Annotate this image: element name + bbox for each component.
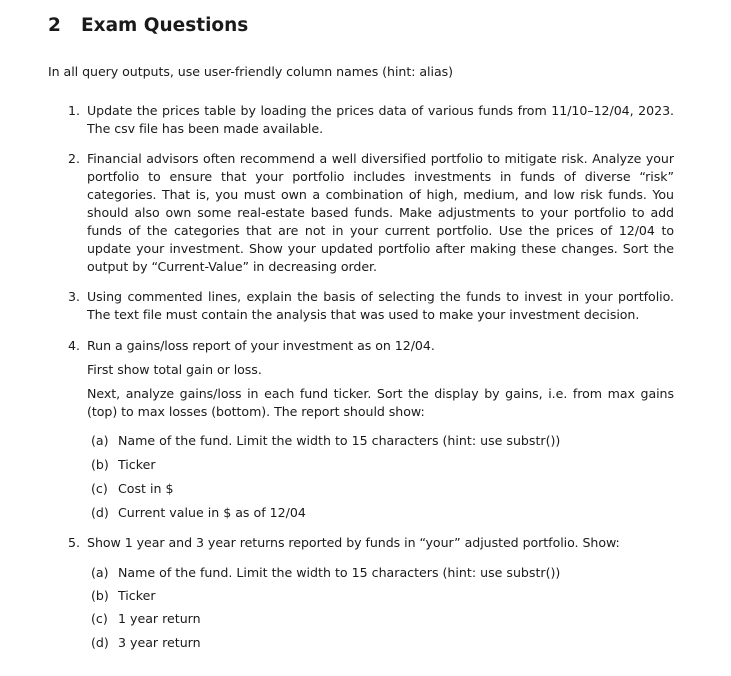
question-4-paragraph-2: Next, analyze gains/loss in each fund ticker. Sort the display by gains, i.e. from max gains (top) to max losses (bottom). The report should show: [87,386,674,419]
item-text: Name of the fund. Limit the width to 15 characters (hint: use substr()) [118,565,561,580]
item-label: (a) [91,565,109,580]
question-5 [68,534,674,552]
intro-text: In all query outputs, use user-friendly column names (hint: alias) [48,64,453,79]
item-label: (a) [91,433,109,448]
item-text: Ticker [118,457,156,472]
item-text: Ticker [118,588,156,603]
question-number: 4. [68,338,81,353]
item-text: Current value in $ as of 12/04 [118,505,306,520]
list-item [91,634,201,652]
item-label: (c) [91,611,108,626]
list-item [91,456,156,474]
question-1 [68,102,674,138]
list-item [91,587,156,605]
list-item [91,564,560,582]
list-item [91,480,174,498]
question-text: Update the prices table by loading the prices data of various funds from 11/10–12/04, 2023. The csv file has been made available. [87,103,674,136]
list-item [91,504,306,522]
item-label: (d) [91,635,109,650]
section-number: 2 [48,15,61,36]
question-4 [68,337,674,355]
question-text: Run a gains/loss report of your investment as on 12/04. [87,338,435,353]
item-text: Name of the fund. Limit the width to 15 characters (hint: use substr()) [118,433,561,448]
question-number: 5. [68,535,81,550]
question-2 [68,150,674,276]
question-number: 2. [68,151,81,166]
question-text: Financial advisors often recommend a well diversified portfolio to mitigate risk. Analyze your portfolio to ensure that your portfolio includes investments in funds of diverse “risk” categories. That is, you must own a combination of high, medium, and low risk funds. You should also own some real-estate based funds. Make adjustments to your portfolio to add funds of the categories that are not in your current portfolio. Use the prices of 12/04 to update your investment. Show your updated portfolio after making these changes. Sort the output by “Current-Value” in decreasing order. [87,151,674,274]
question-text: Using commented lines, explain the basis of selecting the funds to invest in your portfolio. The text file must contain the analysis that was used to make your investment decision. [87,289,674,322]
item-label: (b) [91,588,109,603]
question-3 [68,288,674,324]
section-title: Exam Questions [81,15,249,36]
list-item [91,610,201,628]
item-label: (b) [91,457,109,472]
item-label: (d) [91,505,109,520]
question-text: Show 1 year and 3 year returns reported by funds in “your” adjusted portfolio. Show: [87,535,620,550]
item-label: (c) [91,481,108,496]
item-text: Cost in $ [118,481,174,496]
question-4-paragraph-1: First show total gain or loss. [87,362,262,377]
section-heading [48,15,248,36]
question-number: 1. [68,103,81,118]
list-item [91,432,560,450]
item-text: 3 year return [118,635,201,650]
item-text: 1 year return [118,611,201,626]
question-number: 3. [68,289,81,304]
